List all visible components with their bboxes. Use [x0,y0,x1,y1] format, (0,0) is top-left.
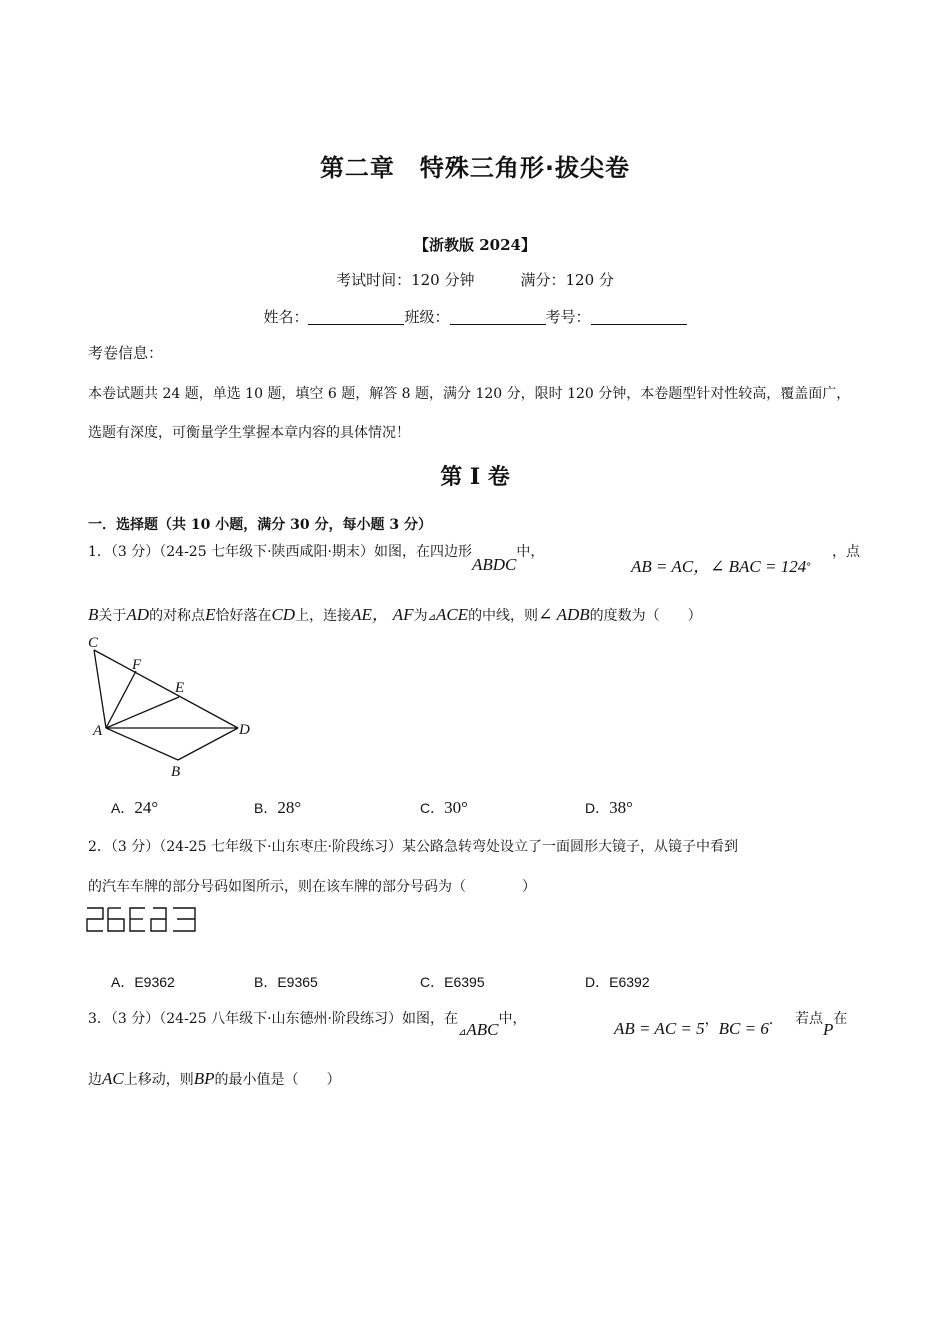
line-ab [106,728,178,760]
q3-line1-math: AB = AC = 5，BC = 6． [614,1012,783,1038]
plate-glyph-4 [151,908,166,931]
info-label: 考卷信息： [88,344,164,362]
license-plate-mirror-image [85,905,200,935]
label-e: E [175,680,185,696]
q1-line1: 1．（3 分）（24-25 七年级下·陕西咸阳·期末）如图，在四边形ABDC中， [88,544,545,574]
q1-option-a[interactable]: A．24° [111,798,159,817]
q2-option-b[interactable]: B．E9365 [254,974,318,990]
plate-glyph-2 [108,908,124,931]
line-cd [94,650,238,728]
section-heading: 一．选择题（共 10 小题，满分 30 分，每小题 3 分） [88,517,432,533]
class-label: 班级： [404,308,450,326]
class-blank[interactable] [450,310,546,325]
line-bd [178,728,238,760]
name-blank[interactable] [308,310,404,325]
q1-option-b[interactable]: B．28° [254,798,302,817]
label-f: F [132,657,142,673]
info-text: 本卷试题共 24 题，单选 10 题，填空 6 题，解答 8 题，满分 120 分，限时 120 分钟，本卷题型针对性较高，覆盖面广，选题有深度，可衡量学生掌握本章内容的具体情况！ [88,386,851,441]
edition-label: 【浙教版 2024】 [414,236,536,254]
exam-time: 考试时间：120 分钟 [336,271,475,289]
q1-line2: B关于AD的对称点E恰好落在CD上，连接AE， AF为⊿ACE的中线，则∠ ADB的度数为（ ） [88,605,702,624]
label-c: C [88,635,99,651]
q3-line2: 边AC上移动，则BP的最小值是（ ） [88,1069,341,1088]
q1-figure [88,630,258,782]
q1-line1-math: AB = AC，∠ BAC = 124° [631,557,812,576]
q1-line1-tail: ，点 [832,544,860,560]
page-title: 第二章 特殊三角形·拔尖卷 [319,154,631,182]
q2-option-a[interactable]: A．E9362 [111,974,175,990]
q3-line1: 3．（3 分）（24-25 八年级下·山东德州·阶段练习）如图，在$_⊿$ABC中， [88,1011,527,1039]
plate-glyph-1 [87,908,103,931]
q2-line1: 2．（3 分）（24-25 七年级下·山东枣庄·阶段练习）某公路急转弯处设立了一面圆形大镜子，从镜子中看到 [88,839,738,855]
line-ae [106,697,179,728]
number-blank[interactable] [591,310,687,325]
number-label: 考号： [545,308,591,326]
exam-score: 满分：120 分 [520,271,614,289]
exam-info-row [0,269,950,290]
q2-option-d[interactable]: D．E6392 [585,974,650,990]
volume-heading: 第 Ⅰ 卷 [440,464,510,490]
label-a: A [93,723,103,739]
line-ca [94,650,106,728]
triangle-symbol: ⊿ [457,1027,467,1038]
q1-option-c[interactable]: C．30° [420,798,468,817]
triangle-symbol: ⊿ [427,612,436,623]
angle-symbol: ∠ [538,605,557,624]
label-d: D [239,722,250,738]
label-b: B [171,764,181,780]
line-af [106,671,136,728]
q2-option-c[interactable]: C．E6395 [420,974,485,990]
student-fields-row [0,306,950,327]
q1-option-d[interactable]: D．38° [585,798,633,817]
name-label: 姓名： [263,308,309,326]
q3-line1-tail: 若点P在 [795,1011,848,1039]
q2-line2: 的汽车车牌的部分号码如图所示，则在该车牌的部分号码为（ ） [88,879,536,895]
